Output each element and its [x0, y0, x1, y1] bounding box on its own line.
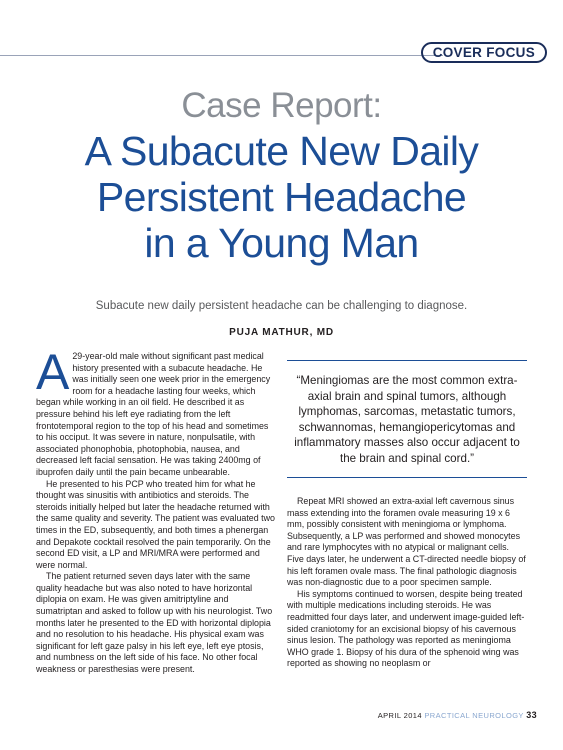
body-paragraph: A 29-year-old male without significant past medical history presented with a subacute headache. He was initially seen one week prior in the emergency room for a headache lasting four weeks, which began while working in an oil field. He described it as pressure behind his left eye radiating from the left frontotemporal region to the top of his head and sometimes to his occiput. It was severe in nature, nonpulsatile, with associated phonophobia, photophobia, nausea, and decreased left facial sensation. He was taking 2400mg of ibuprofen daily until the pain became unbearable. [36, 344, 271, 477]
body-paragraph: He presented to his PCP who treated him for what he thought was sinusitis with antibiotics and steroids. The steroids initially helped but later the headache returned with the same quality and severity. The patient was evaluated two times in the ED, subsequently, and both times a phenergan and Depakote cocktail resolved the pain temporarily. On the second ED visit, a LP and MRI/MRA were performed and were normal. [36, 478, 275, 570]
headline-line: A Subacute New Daily [84, 128, 479, 174]
section-tag: COVER FOCUS [421, 42, 547, 63]
pull-quote [287, 360, 527, 478]
drop-cap: A [36, 344, 70, 400]
article-deck: Subacute new daily persistent headache can be challenging to diagnose. [95, 300, 468, 312]
body-paragraph: The patient returned seven days later with the same quality headache but was also noted to have horizontal diplopia on exam. He was given amitriptyline and sumatriptan and asked to follow up with his neurologist. Two months later he presented to the ED with horizontal diplopia and no resolution to his headache. His physical exam was significant for left gaze palsy in his left eye, left eye ptosis, and numbness on the left side of his face. No other focal weakness or paresthesias were present. [36, 571, 273, 675]
section-rule [0, 55, 443, 56]
body-paragraph: Repeat MRI showed an extra-axial left cavernous sinus mass extending into the foramen ovale measuring 19 x 6 mm, possibly consistent with meningioma or lymphoma. Subsequently, a LP was performed and showed monocytes and rare lymphocytes with no atypical or malignant cells. Five days later, he underwent a CT-directed needle biopsy of his left foramen ovale mass. The final pathologic diagnosis was non-diagnostic due to a poor specimen sample. [287, 496, 526, 588]
body-column-right [287, 496, 527, 670]
page-number: 33 [526, 710, 537, 720]
body-paragraph: His symptoms continued to worsen, despite being treated with multiple medications including steroids. He was readmitted four days later, and underwent image-guided left-sided craniotomy for an excisional biopsy of his cavernous sinus lesion. The pathology was reported as meningioma WHO grade 1. Biopsy of his dura of the sphenoid wing was reported as showing no neoplasm or [287, 588, 525, 669]
body-column-left [36, 344, 276, 676]
article-kicker: Case Report: [181, 86, 382, 125]
publication-name: PRACTICAL NEUROLOGY [424, 711, 524, 720]
article-headline [30, 128, 533, 266]
pull-quote-text: “Meningiomas are the most common extra-axial brain and spinal tumors, although lymphomas, sarcomas, metastatic tumors, schwannomas, hemangiopericytomas and inflammatory masses also occur adjacent to the brain and spinal cord.” [294, 374, 520, 465]
headline-line: in a Young Man [144, 220, 419, 266]
author-byline: PUJA MATHUR, MD [229, 327, 334, 338]
page-footer [378, 710, 537, 720]
headline-line: Persistent Headache [96, 174, 467, 220]
issue-date: APRIL 2014 [377, 711, 422, 720]
